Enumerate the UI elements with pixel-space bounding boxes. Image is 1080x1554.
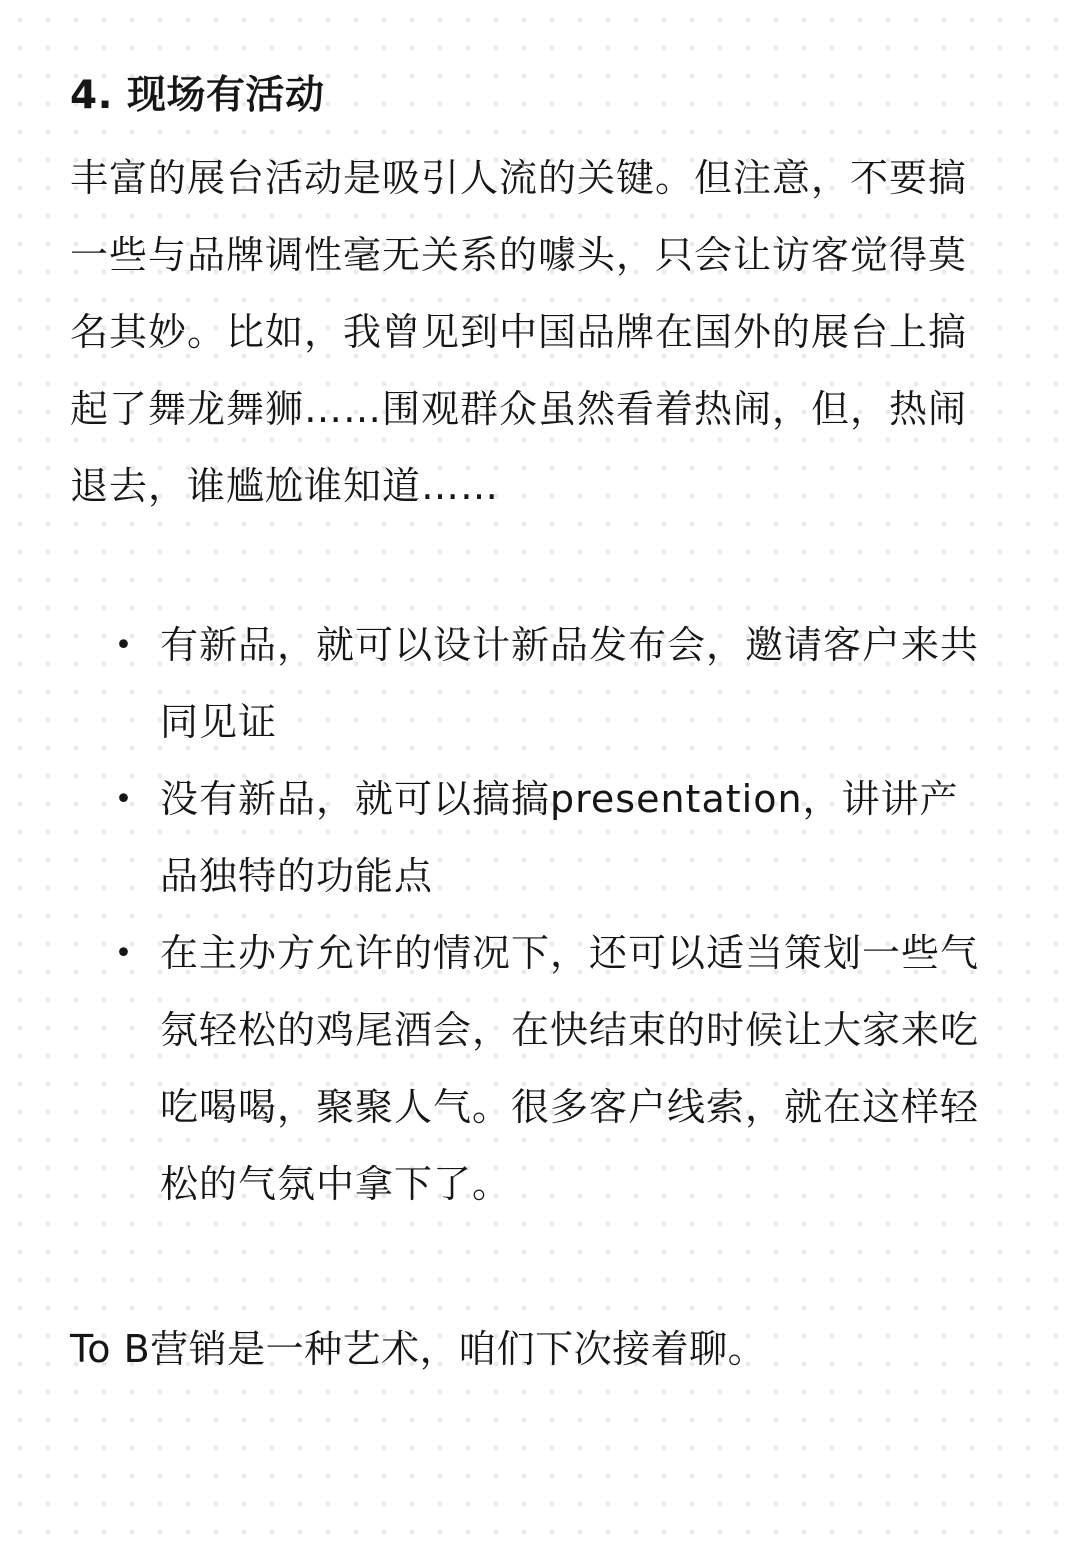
bullet-item-presentation	[70, 761, 984, 915]
bullet-marker: •	[114, 628, 134, 663]
section-paragraph: 丰富的展台活动是吸引人流的关键。但注意，不要搞一些与品牌调性毫无关系的噱头，只会让访客觉得莫名其妙。比如，我曾见到中国品牌在国外的展台上搞起了舞龙舞狮……围观群众虽然看着热闹，但，热闹退去，谁尴尬谁知道……	[70, 156, 968, 508]
closing-line: To B营销是一种艺术，咱们下次接着聊。	[70, 1327, 767, 1371]
activity-bullet-list	[70, 607, 984, 1223]
section-heading: 4. 现场有活动	[70, 73, 325, 118]
bullet-text: 有新品，就可以设计新品发布会，邀请客户来共同见证	[160, 623, 980, 744]
bullet-marker: •	[114, 782, 134, 817]
bullet-item-new-product	[70, 607, 984, 761]
bullet-marker: •	[114, 936, 134, 971]
bullet-text: 在主办方允许的情况下，还可以适当策划一些气氛轻松的鸡尾酒会，在快结束的时候让大家来吃吃喝喝，聚聚人气。很多客户线索，就在这样轻松的气氛中拿下了。	[160, 931, 980, 1206]
bullet-item-cocktail-party	[70, 915, 984, 1223]
bullet-text: 没有新品，就可以搞搞presentation，讲讲产品独特的功能点	[160, 777, 959, 898]
